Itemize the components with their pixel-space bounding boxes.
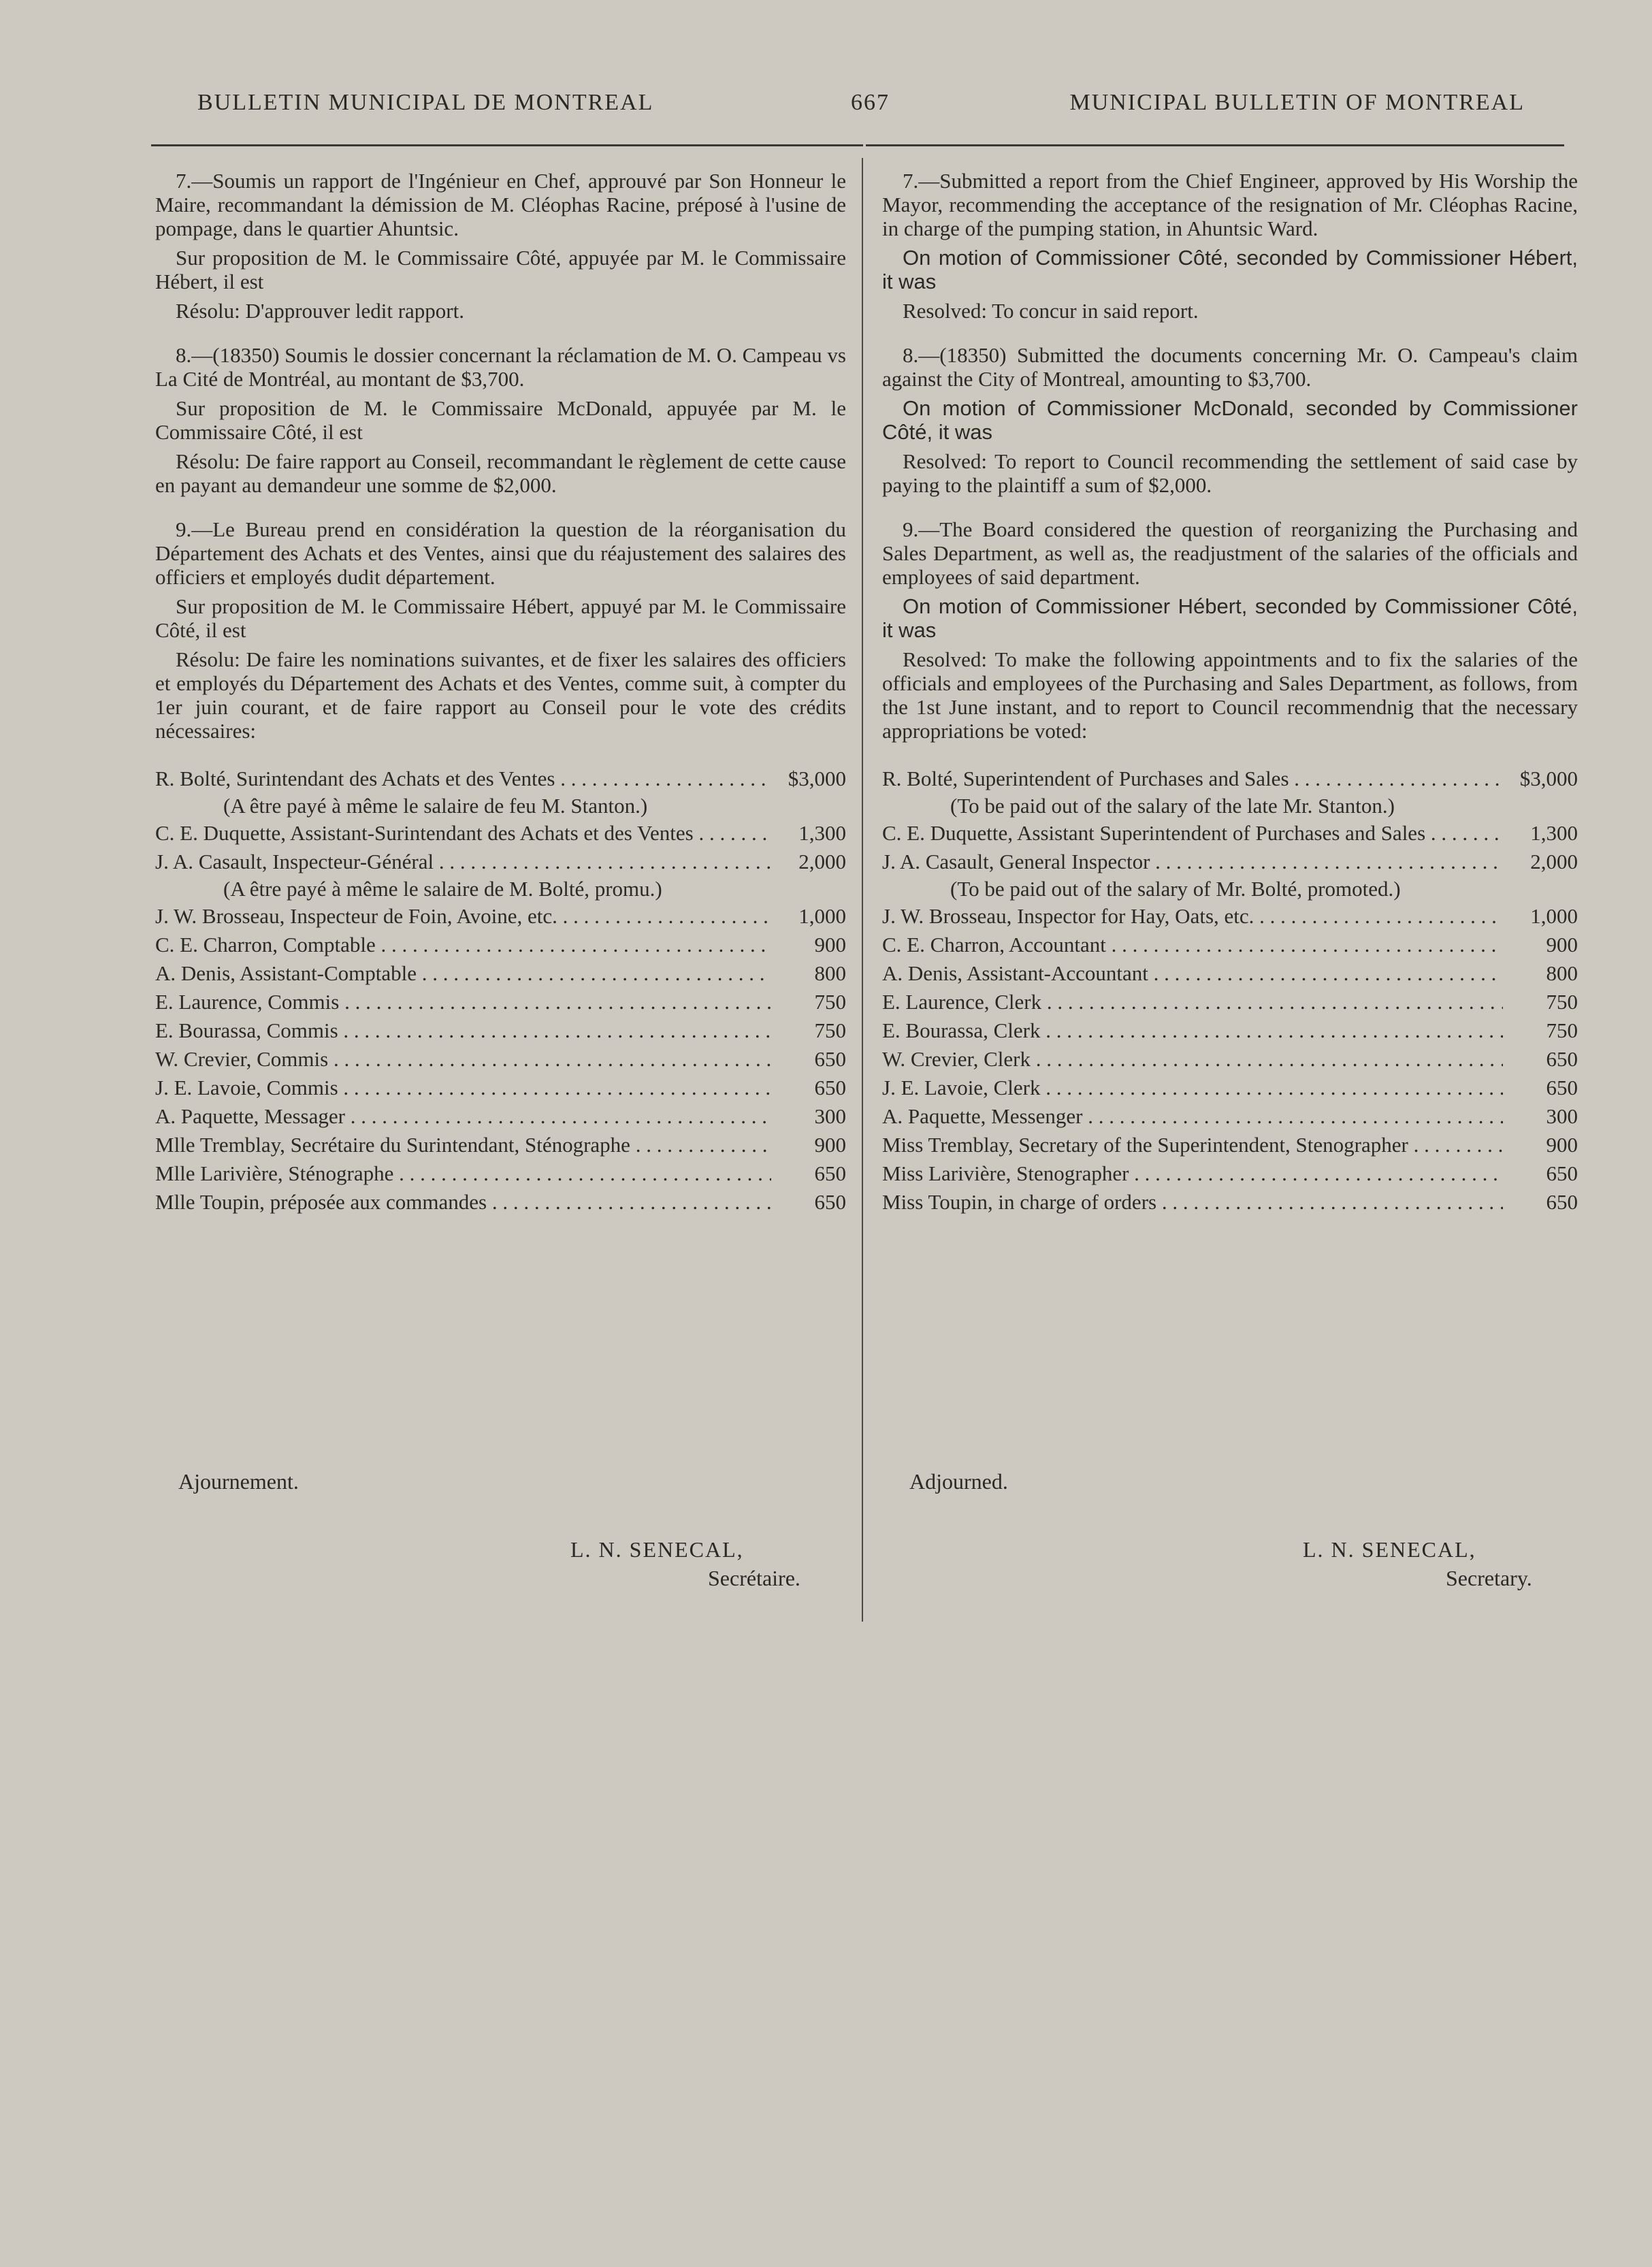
fr-item9-resolution: Résolu: De faire les nominations suivantes, et de fixer les salaires des officiers et employés du Département des Achats et des Ventes, comme suit, à compter du 1er juin courant, et de faire rapport au Conseil pour le vote des crédits nécessaires: bbox=[155, 647, 846, 743]
en-signer: L. N. SENECAL, bbox=[1303, 1537, 1476, 1562]
page-header bbox=[197, 90, 1525, 124]
en-item9-motion: On motion of Commissioner Hébert, seconded by Commissioner Côté, it was bbox=[882, 594, 1578, 642]
salary-row: J. E. Lavoie, Clerk . . . 650 bbox=[882, 1074, 1578, 1102]
salary-row: Miss Tremblay, Secretary of the Superintendent, Stenographer . . . 900 bbox=[882, 1131, 1578, 1159]
salary-row: W. Crevier, Clerk . . . 650 bbox=[882, 1045, 1578, 1074]
salary-row: Mlle Toupin, préposée aux commandes . . . 650 bbox=[155, 1188, 846, 1217]
fr-item9-motion: Sur proposition de M. le Commissaire Hébert, appuyé par M. le Commissaire Côté, il est bbox=[155, 594, 846, 642]
en-salary-list bbox=[882, 765, 1578, 1217]
en-item7: 7.—Submitted a report from the Chief Engineer, approved by His Worship the Mayor, recommending the acceptance of the resignation of Mr. Cléophas Racine, in charge of the pumping station, in Ahuntsic Ward. bbox=[882, 169, 1578, 240]
fr-item7: 7.—Soumis un rapport de l'Ingénieur en Chef, approuvé par Son Honneur le Maire, recommandant la démission de M. Cléophas Racine, préposé à l'usine de pompage, dans le quartier Ahuntsic. bbox=[155, 169, 846, 240]
salary-row: C. E. Charron, Accountant . . . 900 bbox=[882, 931, 1578, 959]
salary-row: Miss Larivière, Stenographer . . . 650 bbox=[882, 1159, 1578, 1188]
salary-row: C. E. Duquette, Assistant-Surintendant des Achats et des Ventes . . . 1,300 bbox=[155, 819, 846, 848]
fr-salary-list bbox=[155, 765, 846, 1217]
fr-signer-title: Secrétaire. bbox=[708, 1566, 800, 1590]
en-item9: 9.—The Board considered the question of reorganizing the Purchasing and Sales Department, as well as, the readjustment of the salaries of the officials and employees of said department. bbox=[882, 517, 1578, 589]
fr-item8-resolution: Résolu: De faire rapport au Conseil, recommandant le règlement de cette cause en payant au demandeur une somme de $2,000. bbox=[155, 449, 846, 497]
page-number: 667 bbox=[851, 90, 890, 115]
en-item8: 8.—(18350) Submitted the documents concerning Mr. O. Campeau's claim against the City of Montreal, amounting to $3,700. bbox=[882, 343, 1578, 391]
salary-row: C. E. Charron, Comptable . . . 900 bbox=[155, 931, 846, 959]
header-rule-right bbox=[866, 144, 1564, 146]
fr-item9: 9.—Le Bureau prend en considération la question de la réorganisation du Département des Achats et des Ventes, ainsi que du réajustement des salaires des officiers et employés dudit département. bbox=[155, 517, 846, 589]
salary-row: E. Bourassa, Commis . . . 750 bbox=[155, 1016, 846, 1045]
salary-note: (To be paid out of the salary of the late Mr. Stanton.) bbox=[950, 794, 1395, 818]
salary-row: R. Bolté, Surintendant des Achats et des Ventes . . . $3,000 bbox=[155, 765, 846, 793]
salary-row: W. Crevier, Commis . . . 650 bbox=[155, 1045, 846, 1074]
header-english-title: MUNICIPAL BULLETIN OF MONTREAL bbox=[1069, 90, 1525, 115]
salary-note: (A être payé à même le salaire de feu M. Stanton.) bbox=[223, 794, 648, 818]
en-item8-motion: On motion of Commissioner McDonald, seconded by Commissioner Côté, it was bbox=[882, 396, 1578, 444]
fr-item8-motion: Sur proposition de M. le Commissaire McDonald, appuyée par M. le Commissaire Côté, il est bbox=[155, 396, 846, 444]
header-rule-left bbox=[151, 144, 863, 146]
salary-row: R. Bolté, Superintendent of Purchases and Sales . . . $3,000 bbox=[882, 765, 1578, 793]
salary-row: A. Denis, Assistant-Comptable . . . 800 bbox=[155, 959, 846, 988]
salary-row: J. W. Brosseau, Inspecteur de Foin, Avoine, etc. . . . 1,000 bbox=[155, 902, 846, 931]
fr-item7-resolution: Résolu: D'approuver ledit rapport. bbox=[176, 299, 464, 323]
column-divider bbox=[862, 158, 863, 1622]
en-item7-motion: On motion of Commissioner Côté, seconded by Commissioner Hébert, it was bbox=[882, 246, 1578, 293]
en-item9-resolution: Resolved: To make the following appointments and to fix the salaries of the officials and employees of the Purchasing and Sales Department, as follows, from the 1st June instant, and to report to Council recommendnig that the necessary appropriations be voted: bbox=[882, 647, 1578, 743]
salary-row: J. E. Lavoie, Commis . . . 650 bbox=[155, 1074, 846, 1102]
salary-row: E. Laurence, Commis . . . 750 bbox=[155, 988, 846, 1016]
en-adjournment: Adjourned. bbox=[909, 1469, 1008, 1494]
fr-item7-motion: Sur proposition de M. le Commissaire Côté, appuyée par M. le Commissaire Hébert, il est bbox=[155, 246, 846, 293]
header-french-title: BULLETIN MUNICIPAL DE MONTREAL bbox=[197, 90, 654, 115]
salary-row: E. Bourassa, Clerk . . . 750 bbox=[882, 1016, 1578, 1045]
salary-row: A. Paquette, Messager . . . 300 bbox=[155, 1102, 846, 1131]
salary-note: (To be paid out of the salary of Mr. Bolté, promoted.) bbox=[950, 877, 1401, 901]
salary-row: A. Paquette, Messenger . . . 300 bbox=[882, 1102, 1578, 1131]
salary-row: A. Denis, Assistant-Accountant . . . 800 bbox=[882, 959, 1578, 988]
salary-row: Mlle Larivière, Sténographe . . . 650 bbox=[155, 1159, 846, 1188]
salary-row: Mlle Tremblay, Secrétaire du Surintendant, Sténographe . . . 900 bbox=[155, 1131, 846, 1159]
fr-item8: 8.—(18350) Soumis le dossier concernant la réclamation de M. O. Campeau vs La Cité de Montréal, au montant de $3,700. bbox=[155, 343, 846, 391]
salary-row: J. W. Brosseau, Inspector for Hay, Oats, etc. . . . 1,000 bbox=[882, 902, 1578, 931]
salary-row: E. Laurence, Clerk . . . 750 bbox=[882, 988, 1578, 1016]
fr-signer: L. N. SENECAL, bbox=[570, 1537, 744, 1562]
fr-adjournment: Ajournement. bbox=[178, 1469, 299, 1494]
english-column bbox=[882, 169, 1578, 1217]
en-item8-resolution: Resolved: To report to Council recommending the settlement of said case by paying to the plaintiff a sum of $2,000. bbox=[882, 449, 1578, 497]
salary-row: J. A. Casault, General Inspector . . . 2,000 bbox=[882, 848, 1578, 876]
salary-row: Miss Toupin, in charge of orders . . . 650 bbox=[882, 1188, 1578, 1217]
salary-row: J. A. Casault, Inspecteur-Général . . . 2,000 bbox=[155, 848, 846, 876]
salary-note: (A être payé à même le salaire de M. Bolté, promu.) bbox=[223, 877, 662, 901]
en-item7-resolution: Resolved: To concur in said report. bbox=[903, 299, 1199, 323]
french-column bbox=[155, 169, 846, 1217]
salary-row: C. E. Duquette, Assistant Superintendent of Purchases and Sales . . . 1,300 bbox=[882, 819, 1578, 848]
en-signer-title: Secretary. bbox=[1446, 1566, 1532, 1590]
